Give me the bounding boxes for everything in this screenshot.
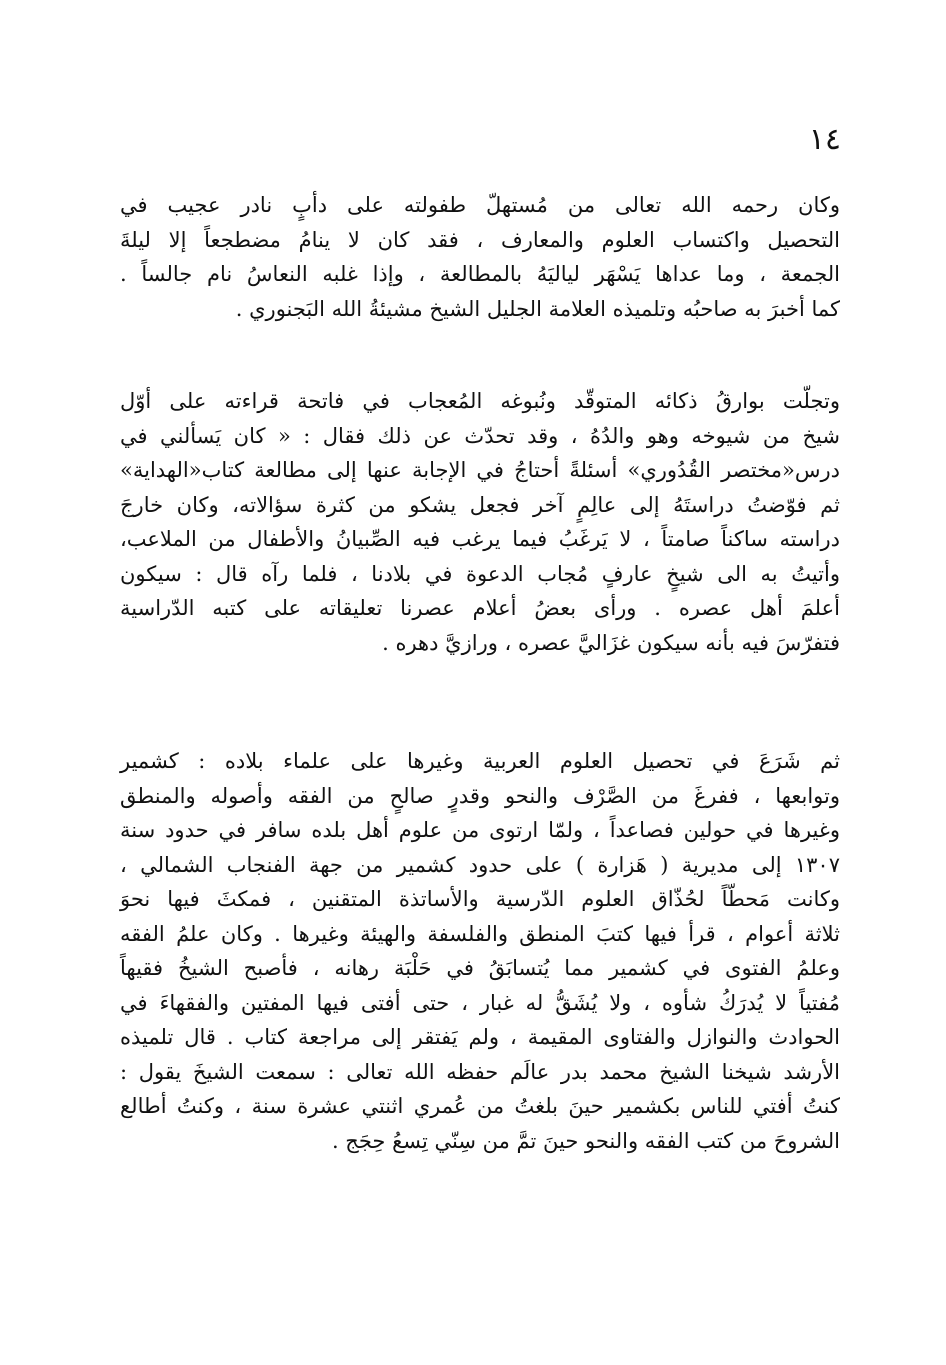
text-line: درس«مختصر القُدُوري» أسئلةً أحتاجُ في الإجابة عنها إلى مطالعة كتاب«الهداية» [120,458,840,482]
text-line: وعلمُ الفتوى في كشمير مما يُتسابَقُ في حَلْبَة رهانه ، فأصبح الشيخُ فقيهاً [120,956,840,980]
text-line: أعلمَ أهل عصره . ورأى بعضُ أعلام عصرنا تعليقاته على كتبه الدّراسية [120,596,840,620]
paragraph-1 [120,188,840,326]
page-number: ١٤ [808,122,841,157]
text-line: وتجلّت بوارقُ ذكائه المتوقّد ونُبوغه المُعجاب في فاتحة قراءته على أوّل [120,389,840,413]
text-line: وكانت مَحطّاً لحُذّاق العلوم الدّرسية والأساتذة المتقنين ، فمكثَ فيها نحوَ [120,887,840,911]
text-line: وأتيتُ به الى شيخٍ عارفٍ مُجاب الدعوة في بلادنا ، فلما رآه قال : سيكون [120,561,840,586]
paragraph-3 [120,744,840,1158]
text-line: شيخ من شيوخه وهو والدُهُ ، وقد تحدّث عن ذلك فقال : « كان يَسألني في [120,423,840,448]
paragraph-2 [120,384,840,660]
text-line: وكان رحمه الله تعالى من مُستهلّ طفولته على دأبٍ نادر عجيب في [120,193,840,217]
text-line: الحوادث والنوازل والفتاوى المقيمة ، ولم يَفتقر إلى مراجعة كتاب . قال تلميذه [120,1025,840,1049]
text-line: كنتُ أفتي للناس بكشمير حينَ بلغتُ من عُمري اثنتي عشرة سنة ، وكنتُ أطالع [120,1094,840,1118]
text-line: ثلاثة أعوام ، قرأ فيها كتبَ المنطق والفلسفة والهيئة وغيرها . وكان علمُ الفقه [120,921,840,946]
text-line: كما أخبرَ به صاحبُه وتلميذه العلامة الجليل الشيخ مشيئةُ الله البَجنوري . [235,296,840,321]
text-line: الشروحَ من كتب الفقه والنحو حينَ تمَّ من سِنّي تِسعُ حِجَج . [331,1128,840,1153]
text-line: فتفرّسَ فيه بأنه سيكون غزَاليَّ عصره ، ورازيَّ دهره . [382,630,840,655]
text-line: مُفتياً لا يُدرَكُ شأوه ، ولا يُشَقُّ له غبار ، حتى أفتى فيها المفتين والفقهاءَ في [120,990,840,1015]
text-line: دراسته ساكناً صامتاً ، لا يَرغَبُ فيما يرغب فيه الصِّبيانُ والأطفال من الملاعب، [120,527,840,551]
text-line: الأرشد شيخنا الشيخ محمد بدر عالَم حفظه الله تعالى : سمعت الشيخَ يقول : [120,1059,840,1084]
text-line: ثم شَرَعَ في تحصيل العلوم العربية وغيرها على علماء بلاده : كشمير [120,749,840,773]
text-line: ثم فوّضتُ دراستَهُ إلى عالِمٍ آخر فجعل يشكو من كثرة سؤالاته، وكان خارجَ [120,492,840,517]
text-line: الجمعة ، وما عداها يَسْهَر لياليَهُ بالمطالعة ، وإذا غلبه النعاسُ نام جالساً . [120,262,840,286]
text-line: التحصيل واكتساب العلوم والمعارف ، فقد كان لا ينامُ مضطجعاً إلا ليلةَ [120,227,840,252]
text-line: وغيرها في حولين فصاعداً ، ولمّا ارتوى من علوم أهل بلده سافر في حدود سنة [120,818,840,842]
text-line: وتوابعها ، ففرغَ من الصَّرْف والنحو وقدرٍ صالحٍ من الفقه وأصوله والمنطق [120,783,840,808]
text-line: ١٣٠٧ إلى مديرية ( هَزارة ) على حدود كشمير من جهة الفنجاب الشمالي ، [120,852,840,877]
